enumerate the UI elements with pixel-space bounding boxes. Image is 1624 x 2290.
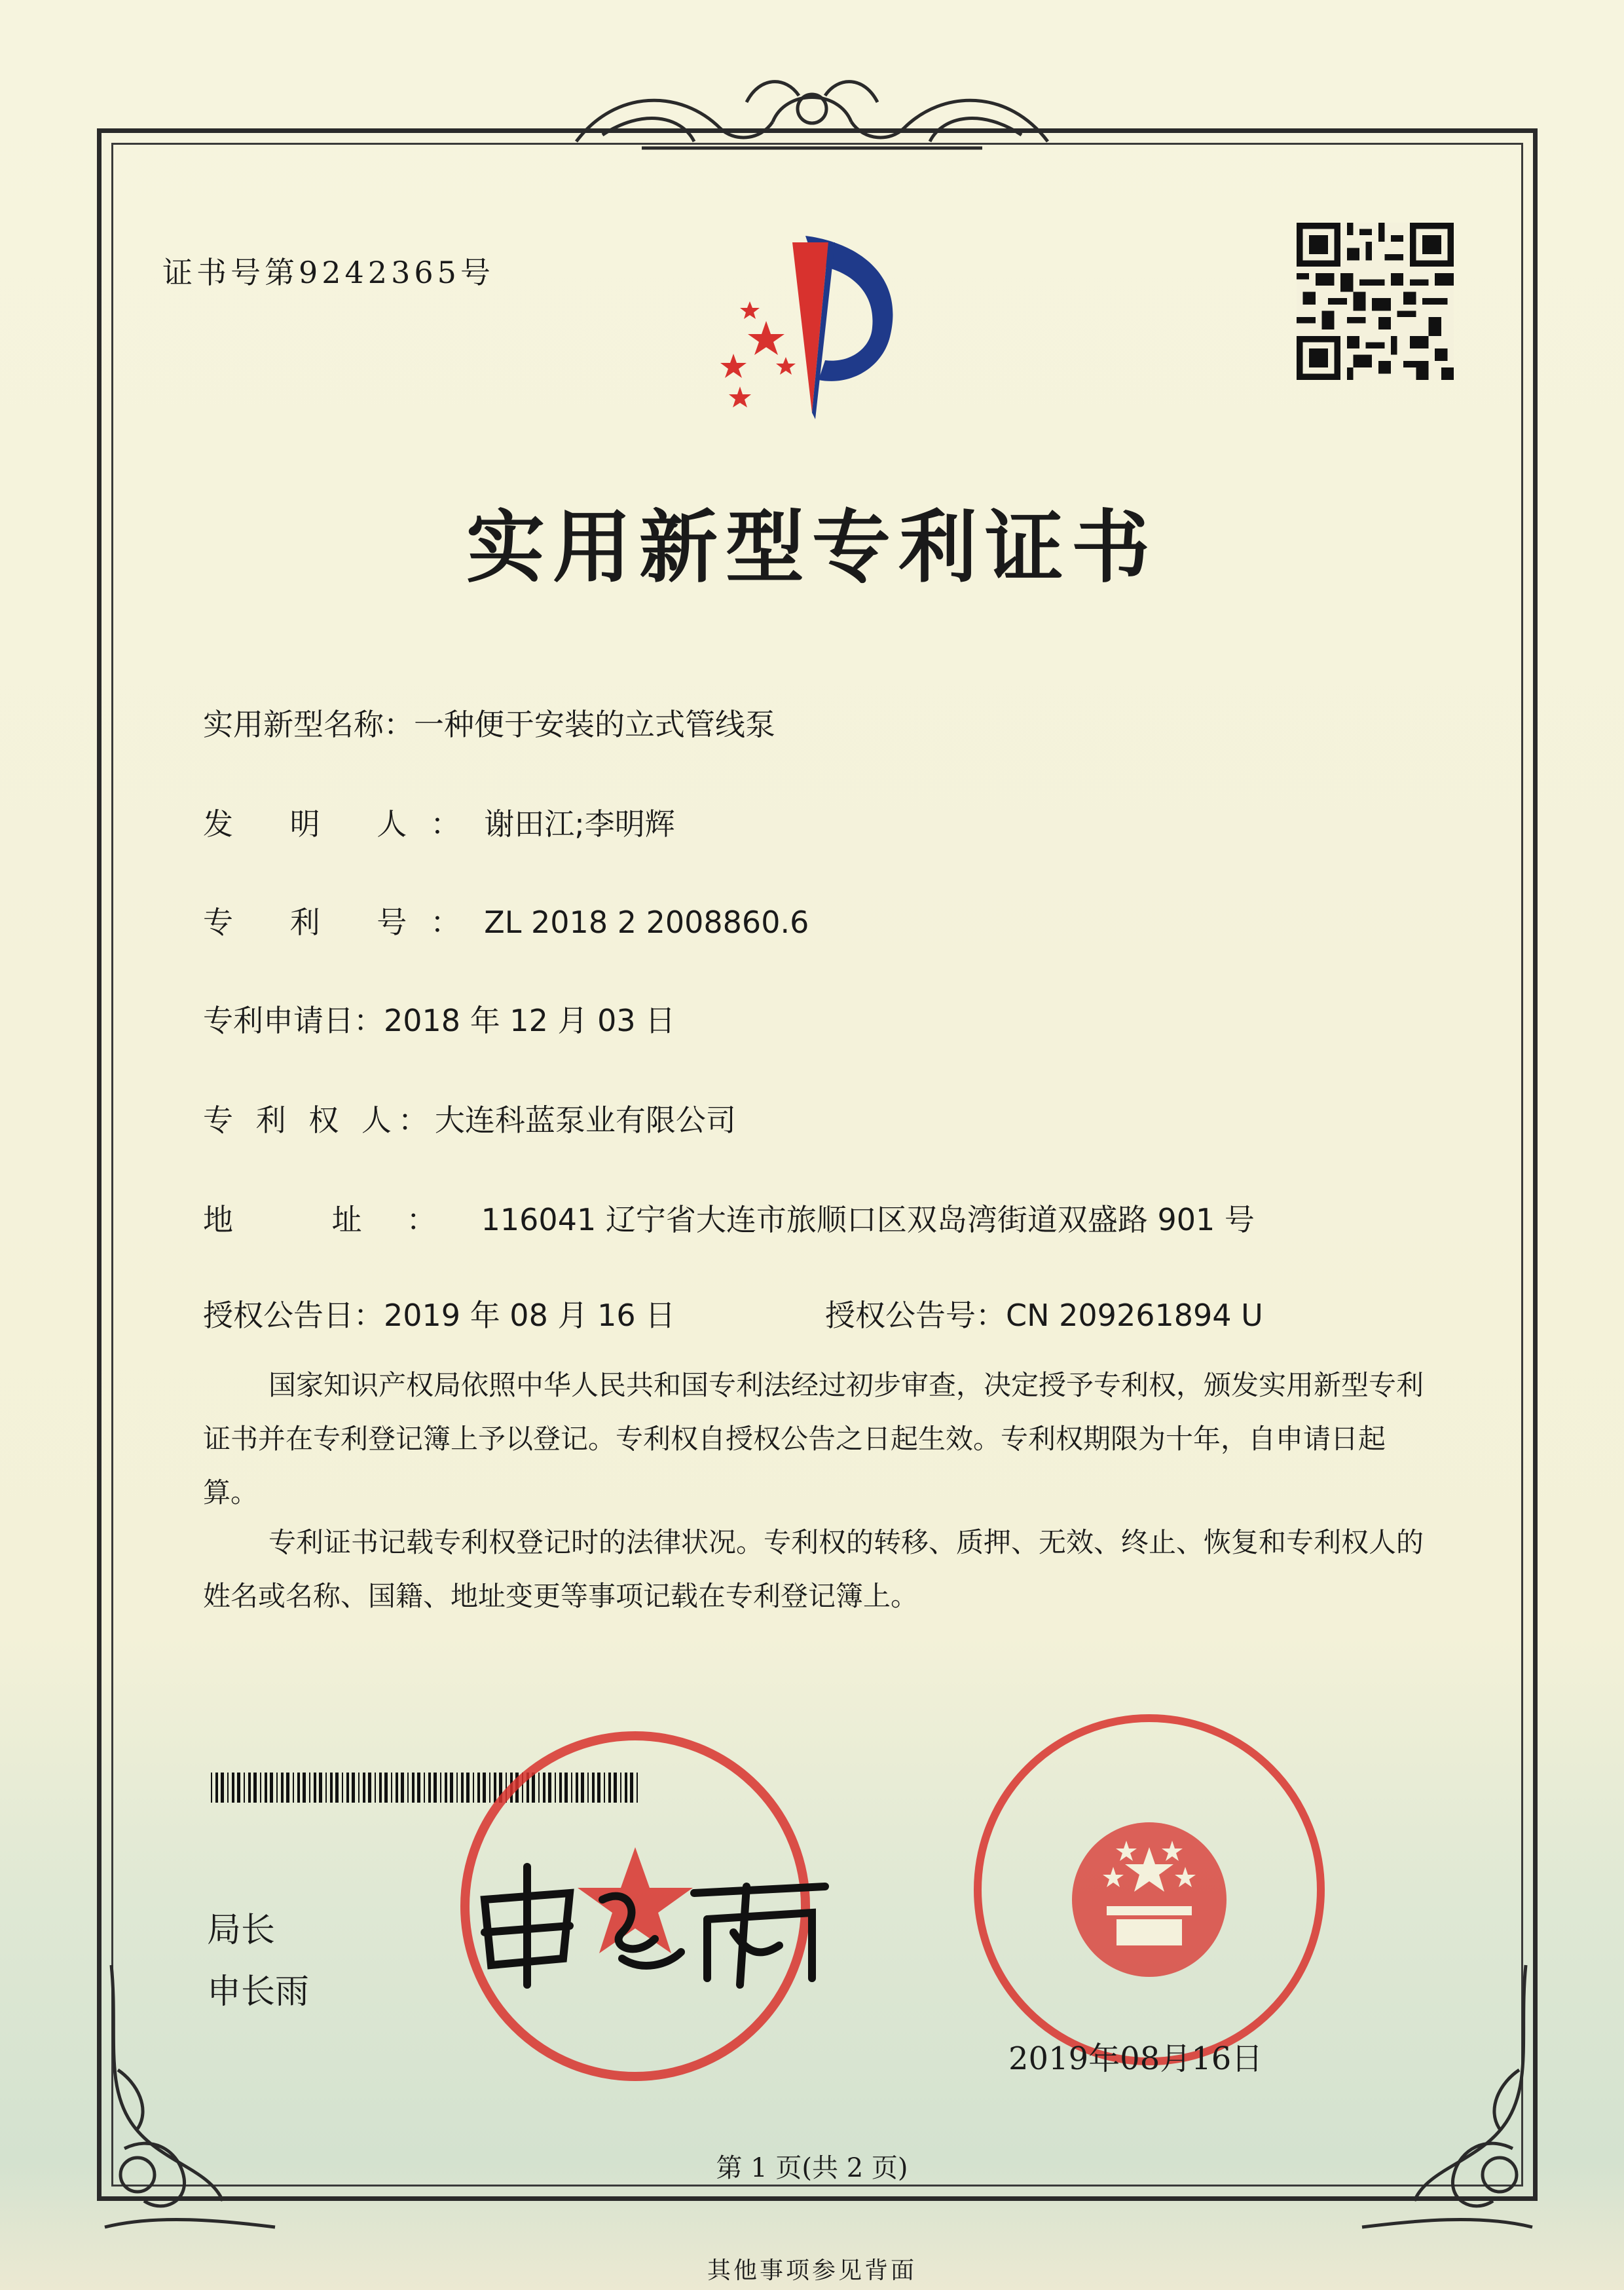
field-label: 专 利 权 人： xyxy=(203,1102,435,1138)
field-label: 授权公告号： xyxy=(825,1298,1006,1333)
field-patent-number xyxy=(203,899,809,942)
field-value: 116041 辽宁省大连市旅顺口区双岛湾街道双盛路 901 号 xyxy=(481,1202,1255,1237)
field-grant-date xyxy=(203,1292,675,1335)
field-inventor xyxy=(203,800,675,844)
field-label: 实用新型名称： xyxy=(203,707,414,742)
field-grant-number xyxy=(825,1292,1263,1335)
field-value: 2019 年 08 月 16 日 xyxy=(384,1298,676,1333)
field-label: 专 利 号： xyxy=(203,905,485,940)
field-label: 地 址： xyxy=(203,1202,481,1237)
bottom-right-ornament-icon xyxy=(1349,1952,1545,2240)
field-application-date xyxy=(203,997,675,1040)
field-value: 2018 年 12 月 03 日 xyxy=(384,1003,676,1038)
director-title: 局长 xyxy=(207,1911,276,1950)
field-label: 发 明 人： xyxy=(203,806,485,842)
field-label: 授权公告日： xyxy=(203,1298,384,1333)
cnipa-emblem-icon xyxy=(694,223,943,432)
field-label: 专利申请日： xyxy=(203,1003,384,1038)
director-signature-icon xyxy=(471,1860,838,1991)
field-patentee xyxy=(203,1097,736,1140)
qr-code-icon xyxy=(1297,223,1454,380)
legal-paragraph-2: 专利证书记载专利权登记时的法律状况。专利权的转移、质押、无效、终止、恢复和专利权人的姓名或名称、国籍、地址变更等事项记载在专利登记簿上。 xyxy=(203,1526,1424,1612)
field-value: 大连科蓝泵业有限公司 xyxy=(434,1102,736,1138)
certificate-number: 证书号第9242365号 xyxy=(162,255,494,290)
page-number: 第 1 页(共 2 页) xyxy=(716,2153,908,2183)
office-seal-icon xyxy=(963,1703,1336,2076)
director-name: 申长雨 xyxy=(207,1972,310,2012)
field-value: CN 209261894 U xyxy=(1006,1298,1263,1333)
field-value: 谢田江;李明辉 xyxy=(484,806,675,842)
top-ornament-icon xyxy=(563,63,1061,168)
legal-paragraph-1: 国家知识产权局依照中华人民共和国专利法经过初步审查，决定授予专利权，颁发实用新型专利证书并在专利登记簿上予以登记。专利权自授权公告之日起生效。专利权期限为十年，自申请日起算。 xyxy=(203,1369,1424,1509)
field-value: ZL 2018 2 2008860.6 xyxy=(484,905,809,940)
field-address xyxy=(203,1196,1255,1239)
footer-note: 其他事项参见背面 xyxy=(707,2257,917,2284)
seal-date: 2019年08月16日 xyxy=(1008,2040,1263,2077)
field-utility-model-name xyxy=(203,701,775,744)
field-value: 一种便于安装的立式管线泵 xyxy=(414,707,775,742)
page-title: 实用新型专利证书 xyxy=(466,502,1158,593)
